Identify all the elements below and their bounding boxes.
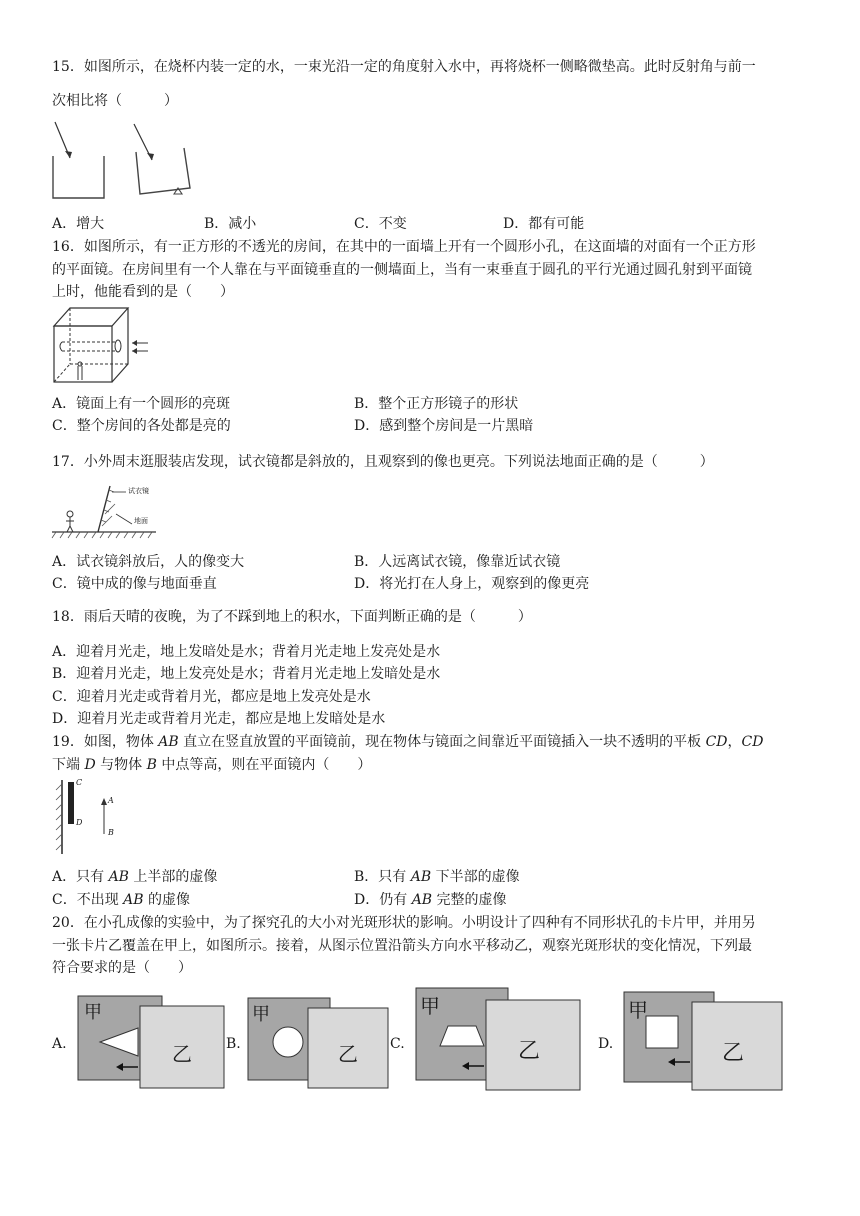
q19-option-a[interactable]: A．只有 AB 上半部的虚像	[52, 869, 218, 885]
q20-option-c-label[interactable]: C.	[390, 1036, 405, 1052]
q15-beaker-figure	[50, 118, 200, 206]
q20-b-card-jia: 甲	[252, 1004, 270, 1025]
q20-option-a-label[interactable]: A.	[52, 1036, 67, 1052]
q18-option-c[interactable]: C．迎着月光走或背着月光，都应是地上发亮处是水	[52, 689, 371, 705]
q20-d-card-yi: 乙	[722, 1041, 745, 1066]
q16-room-figure	[52, 306, 152, 386]
q18-option-a[interactable]: A．迎着月光走，地上发暗处是水；背着月光走地上发亮处是水	[52, 644, 441, 660]
q16-line2: 的平面镜。在房间里有一个人靠在与平面镜垂直的一侧墙面上，当有一束垂直于圆孔的平行光通过圆孔射到平面镜	[52, 262, 752, 278]
q15-option-d[interactable]: D．都有可能	[503, 216, 585, 232]
q18-line1: 18．雨后天晴的夜晚，为了不踩到地上的积水，下面判断正确的是（ ）	[52, 609, 532, 625]
q20-d-card-jia: 甲	[628, 998, 648, 1022]
q19-label-d: D	[76, 818, 83, 827]
q20-line2: 一张卡片乙覆盖在甲上，如图所示。接着，从图示位置沿箭头方向水平移动乙，观察光斑形状的变化情况，下列最	[52, 938, 752, 954]
q19-line1: 19．如图，物体 AB 直立在竖直放置的平面镜前，现在物体与镜面之间靠近平面镜插入一块不透明的平板 CD，CD	[52, 734, 764, 750]
trapezoid-hole	[440, 1026, 484, 1046]
q17-option-b[interactable]: B．人远离试衣镜，像靠近试衣镜	[354, 554, 561, 570]
q20-line1: 20．在小孔成像的实验中，为了探究孔的大小对光斑形状的影响。小明设计了四种有不同形状孔的卡片甲，并用另	[52, 915, 756, 931]
q19-line2: 下端 D 与物体 B 中点等高，则在平面镜内（ ）	[52, 757, 372, 773]
q17-label-ground: 地面	[134, 517, 148, 525]
q19-label-b: B	[108, 828, 114, 837]
q20-option-b-label[interactable]: B.	[226, 1036, 241, 1052]
q15-option-b[interactable]: B．减小	[204, 216, 257, 232]
q17-option-d[interactable]: D．将光打在人身上，观察到的像更亮	[354, 576, 590, 592]
q19-option-c[interactable]: C．不出现 AB 的虚像	[52, 892, 191, 908]
q20-c-card-jia: 甲	[420, 994, 440, 1018]
q19-label-c: C	[76, 778, 83, 787]
q15-line2: 次相比将（ ）	[52, 93, 178, 109]
q15-option-a[interactable]: A．增大	[52, 216, 105, 232]
q20-c-card-yi: 乙	[518, 1039, 541, 1064]
q17-line1: 17．小外周末逛服装店发现，试衣镜都是斜放的，且观察到的像也更亮。下列说法地面正确的是（ ）	[52, 454, 714, 470]
q16-option-d[interactable]: D．感到整个房间是一片黑暗	[354, 418, 534, 434]
q20-line3: 符合要求的是（ ）	[52, 960, 192, 976]
q15-option-c[interactable]: C．不变	[354, 216, 407, 232]
q20-a-card-yi: 乙	[172, 1042, 192, 1066]
q16-option-a[interactable]: A．镜面上有一个圆形的亮斑	[52, 396, 231, 412]
q20-a-card-jia: 甲	[84, 1002, 102, 1023]
q16-option-c[interactable]: C．整个房间的各处都是亮的	[52, 418, 231, 434]
q15-line1: 15．如图所示，在烧杯内装一定的水，一束光沿一定的角度射入水中，再将烧杯一侧略微垫高。此时反射角与前一	[52, 59, 756, 75]
q18-option-b[interactable]: B．迎着月光走，地上发亮处是水；背着月光走地上发暗处是水	[52, 666, 441, 682]
q18-option-d[interactable]: D．迎着月光走或背着月光走，都应是地上发暗处是水	[52, 711, 386, 727]
q19-label-a: A	[108, 796, 114, 805]
q17-option-c[interactable]: C．镜中成的像与地面垂直	[52, 576, 217, 592]
q20-option-d-label[interactable]: D.	[598, 1036, 614, 1052]
q16-line1: 16．如图所示，有一正方形的不透光的房间，在其中的一面墙上开有一个圆形小孔，在这面墙的对面有一个正方形	[52, 239, 756, 255]
q17-mirror-figure	[52, 480, 182, 542]
circle-hole	[273, 1027, 303, 1057]
q20-option-c-figure[interactable]	[416, 988, 582, 1092]
q19-option-b[interactable]: B．只有 AB 下半部的虚像	[354, 869, 520, 885]
q19-option-d[interactable]: D．仍有 AB 完整的虚像	[354, 892, 507, 908]
square-hole	[646, 1016, 678, 1048]
q16-line3: 上时，他能看到的是（ ）	[52, 284, 234, 300]
q19-mirror-figure	[54, 778, 124, 858]
q17-label-mirror: 试衣镜	[128, 487, 149, 495]
q16-option-b[interactable]: B．整个正方形镜子的形状	[354, 396, 519, 412]
q20-option-d-figure[interactable]	[624, 992, 784, 1092]
q20-b-card-yi: 乙	[338, 1042, 358, 1066]
q17-option-a[interactable]: A．试衣镜斜放后，人的像变大	[52, 554, 245, 570]
